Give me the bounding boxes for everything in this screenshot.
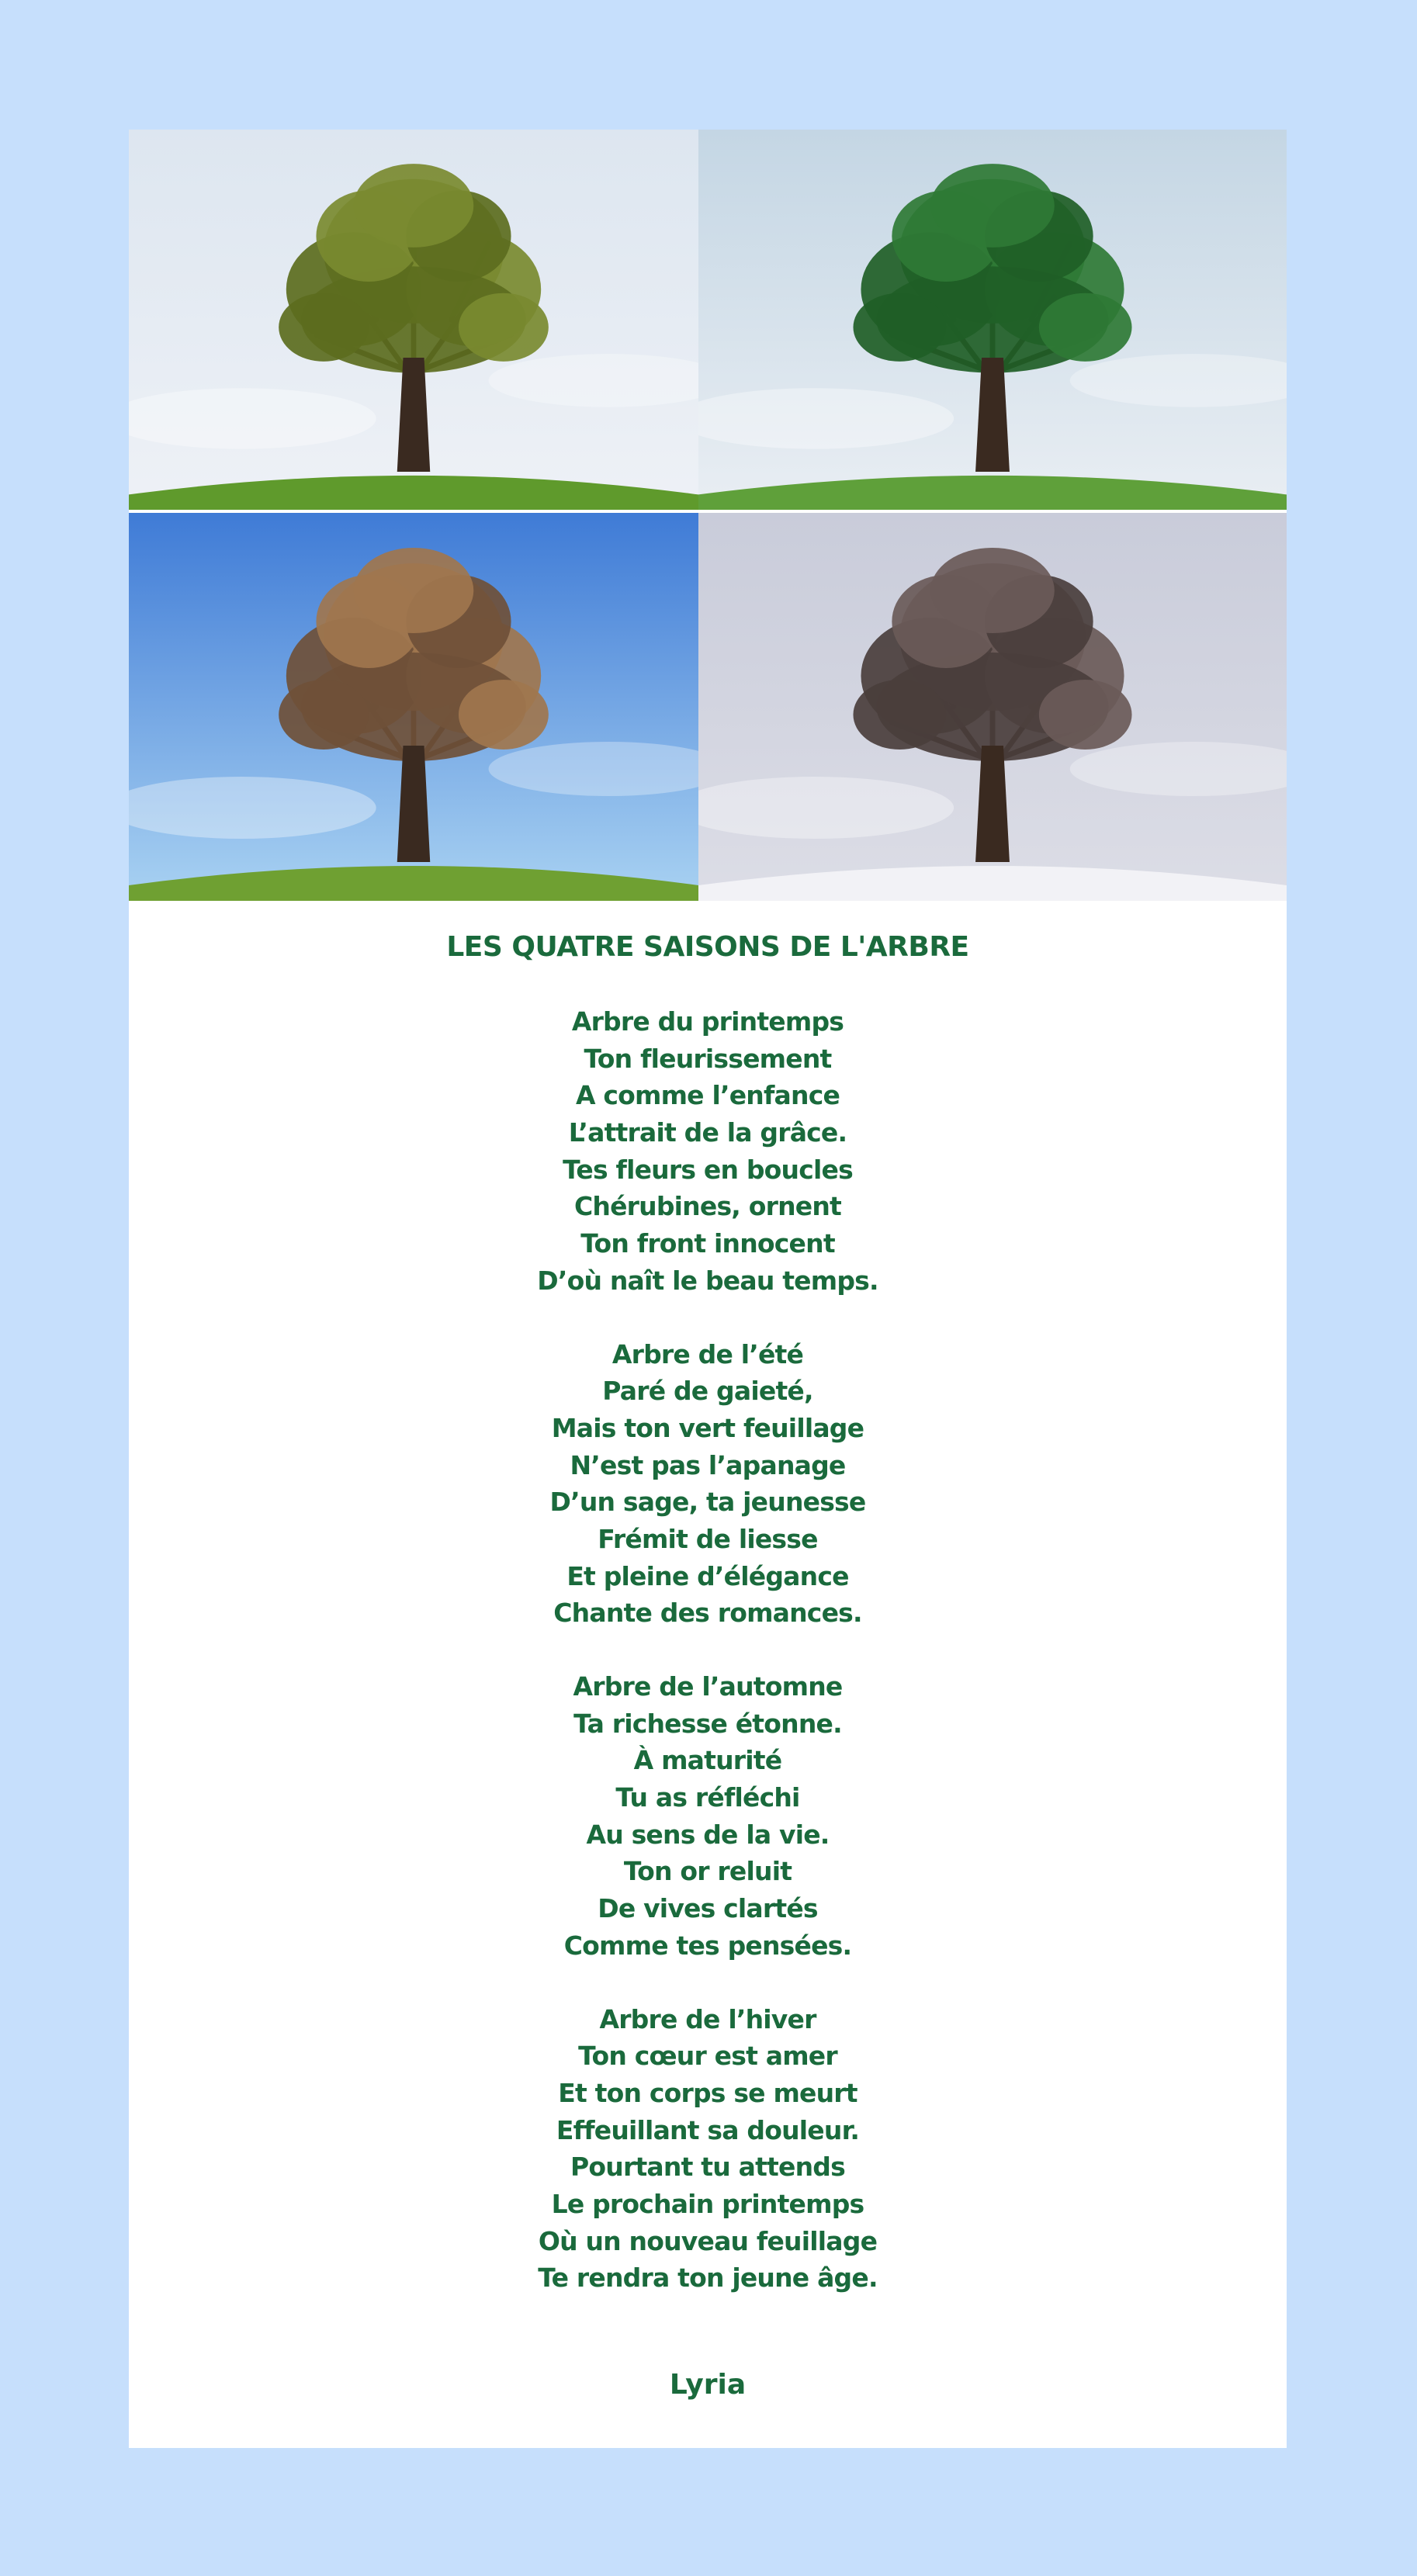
poem-line: D’un sage, ta jeunesse: [549, 1487, 866, 1518]
poem-line: Au sens de la vie.: [586, 1819, 830, 1850]
poem-line: Ton or reluit: [623, 1856, 792, 1887]
seasons-image-grid: [129, 130, 1287, 901]
poem-line: N’est pas l’apanage: [570, 1449, 846, 1480]
poem-line: D’où naît le beau temps.: [537, 1265, 878, 1296]
poem-line: Chérubines, ornent: [573, 1191, 842, 1222]
poem-line: Mais ton vert feuillage: [551, 1412, 864, 1443]
poem-line: Comme tes pensées.: [563, 1930, 852, 1961]
poem-stanzas: [129, 1003, 1287, 2297]
poem-line: Tes fleurs en boucles: [563, 1154, 853, 1185]
poem-line: Ton fleurissement: [584, 1043, 832, 1074]
poem-text: [129, 929, 1287, 2404]
poem-line: Tu as réfléchi: [615, 1782, 800, 1813]
poem-line: L’attrait de la grâce.: [568, 1117, 847, 1148]
poem-line: Et pleine d’élégance: [566, 1560, 849, 1591]
winter-tree-image: [698, 513, 1287, 901]
poem-stanza: [129, 1668, 1287, 1965]
poem-stanza: [129, 1336, 1287, 1633]
poem-line: Et ton corps se meurt: [558, 2077, 857, 2108]
poem-stanza: [129, 2001, 1287, 2297]
poem-line: Ton front innocent: [580, 1228, 835, 1259]
poem-line: Le prochain printemps: [551, 2188, 864, 2219]
poem-line: Te rendra ton jeune âge.: [538, 2263, 878, 2294]
poem-line: A comme l’enfance: [575, 1080, 840, 1111]
poem-line: Arbre de l’hiver: [599, 2003, 816, 2034]
poem-line: Ta richesse étonne.: [573, 1708, 842, 1739]
poem-author: Lyria: [669, 2369, 747, 2401]
poem-card: [129, 130, 1287, 2448]
poem-line: Où un nouveau feuillage: [538, 2225, 878, 2256]
poem-title: LES QUATRE SAISONS DE L'ARBRE: [446, 931, 969, 963]
poem-line: Paré de gaieté,: [602, 1376, 813, 1407]
poem-stanza: [129, 1003, 1287, 1300]
autumn-tree-image: [129, 513, 698, 901]
poem-line: De vives clartés: [598, 1893, 818, 1924]
poem-line: Frémit de liesse: [598, 1523, 818, 1554]
poem-line: Arbre de l’été: [611, 1338, 804, 1369]
poem-line: Chante des romances.: [553, 1598, 862, 1629]
poem-line: Arbre de l’automne: [573, 1671, 843, 1702]
poem-line: Ton cœur est amer: [578, 2041, 837, 2072]
poem-line: À maturité: [633, 1745, 782, 1776]
poem-line: Pourtant tu attends: [570, 2152, 845, 2183]
summer-tree-image: [698, 130, 1287, 510]
spring-tree-image: [129, 130, 698, 510]
poem-line: Effeuillant sa douleur.: [556, 2114, 860, 2145]
poem-line: Arbre du printemps: [571, 1006, 844, 1037]
